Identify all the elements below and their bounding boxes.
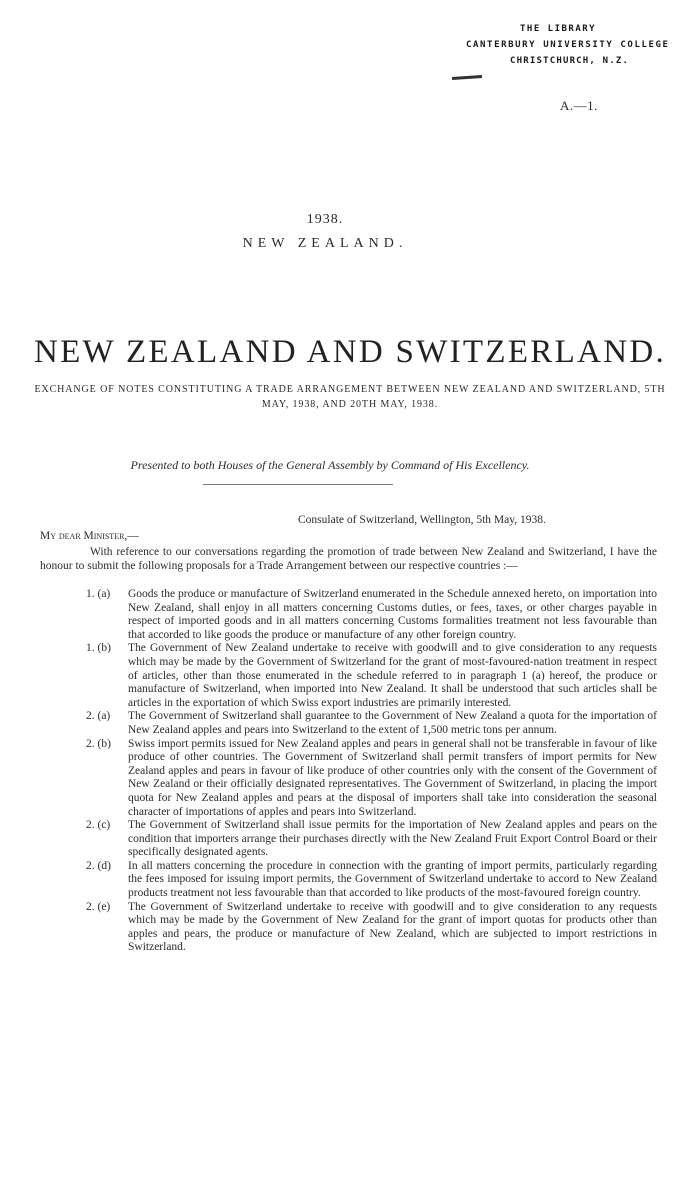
clause-number: 2. (b) [86,737,111,750]
divider [203,484,393,485]
clause-text: Goods the produce or manufacture of Switzerland enumerated in the Schedule annexed hereto, on importation into New Zealand, shall enjoy in all matters concerning Customs duties, or fees, taxes, or other charges payable in respect of imported goods and in all matters concerning Customs formalities treatment not less favourable than that accorded to like goods the produce or manufacture of any other foreign country. [128,588,657,641]
clause-item [40,901,657,955]
clause-number: 1. (b) [86,642,111,655]
clause-item [40,738,657,820]
stamp-ink-mark [452,75,482,80]
clause-text: The Government of Switzerland undertake to receive with goodwill and to give consideration to any requests which may be made by the Government of New Zealand for the grant of import quotas for products other than apples and pears, the produce or manufacture of New Zealand, which are subjected to import restrictions in Switzerland. [128,900,657,954]
page-title: NEW ZEALAND AND SWITZERLAND. [33,334,667,370]
clause-number: 2. (e) [86,900,111,913]
document-reference: A.—1. [560,98,598,113]
clause-text: The Government of Switzerland shall issue permits for the importation of New Zealand apples and pears on the condition that importers arrange their purchases directly with the New Zealand Fruit Export Control Board or their specifically designated agents. [128,819,657,859]
presented-line: Presented to both Houses of the General Assembly by Command of His Excellency. [130,458,530,472]
stamp-line-city: CHRISTCHURCH, N.Z. [510,56,630,66]
letter-salutation: My dear Minister,— [40,530,139,542]
stamp-line-library: THE LIBRARY [520,24,597,34]
document-subtitle: EXCHANGE OF NOTES CONSTITUTING A TRADE ARRANGEMENT BETWEEN NEW ZEALAND AND SWITZERLAND, 5TH MAY, 1938, AND 20TH MAY, 1938. [34,384,666,410]
clause-number: 1. (a) [86,588,111,600]
clause-item [40,819,657,860]
clause-item [40,588,657,642]
stamp-line-college: CANTERBURY UNIVERSITY COLLEGE [466,40,670,50]
clause-text: In all matters concerning the procedure in connection with the granting of import permits, particularly regarding the fees imposed for issuing import permits, the Government of Switzerland undertake to accord to New Zealand products treatment not less favourable than that accorded to like products of the most-favoured foreign country. [128,859,657,900]
letter-heading: Consulate of Switzerland, Wellington, 5th May, 1938. [298,514,546,526]
clause-item [40,710,657,737]
letter-intro: With reference to our conversations regarding the promotion of trade between New Zealand and Switzerland, I have the honour to submit the following proposals for a Trade Arrangement between our respective countries :— [40,546,657,572]
document-year: 1938. [306,212,344,227]
clause-text: The Government of New Zealand undertake to receive with goodwill and to give consideration to any requests which may be made by the Government of Switzerland for the grant of most-favoured-nation treatment in respect of articles, other than those enumerated in the schedule referred to in paragraph 1 (a) hereof, the produce or manufacture of Switzerland, when imported into New Zealand. It shall be understood that such articles shall be articles in the exportation of which Swiss export industries are primarily interested. [128,642,657,709]
document-country: NEW ZEALAND. [242,236,408,251]
clause-text: The Government of Switzerland shall guarantee to the Government of New Zealand a quota for the importation of New Zealand apples and pears into Switzerland to the extent of 1,500 metric tons per annum. [128,710,657,736]
clause-item [40,860,657,901]
clause-item [40,642,657,710]
clause-number: 2. (a) [86,710,111,723]
clause-number: 2. (c) [86,819,111,832]
clause-number: 2. (d) [86,859,111,872]
clause-text: Swiss import permits issued for New Zealand apples and pears in general shall not be transferable in favour of like produce of other countries. The Government of Switzerland shall permit transfers of import permits for New Zealand apples and pears in favour of like produce of other countries only with the consent of the Government of New Zealand or their officially designated representatives. The Government of Switzerland, in placing the import quota for New Zealand apples and pears at the disposal of importers shall take into consideration the seasonal character of importations of apples and pears into Switzerland. [128,737,657,818]
clause-list [40,588,657,955]
